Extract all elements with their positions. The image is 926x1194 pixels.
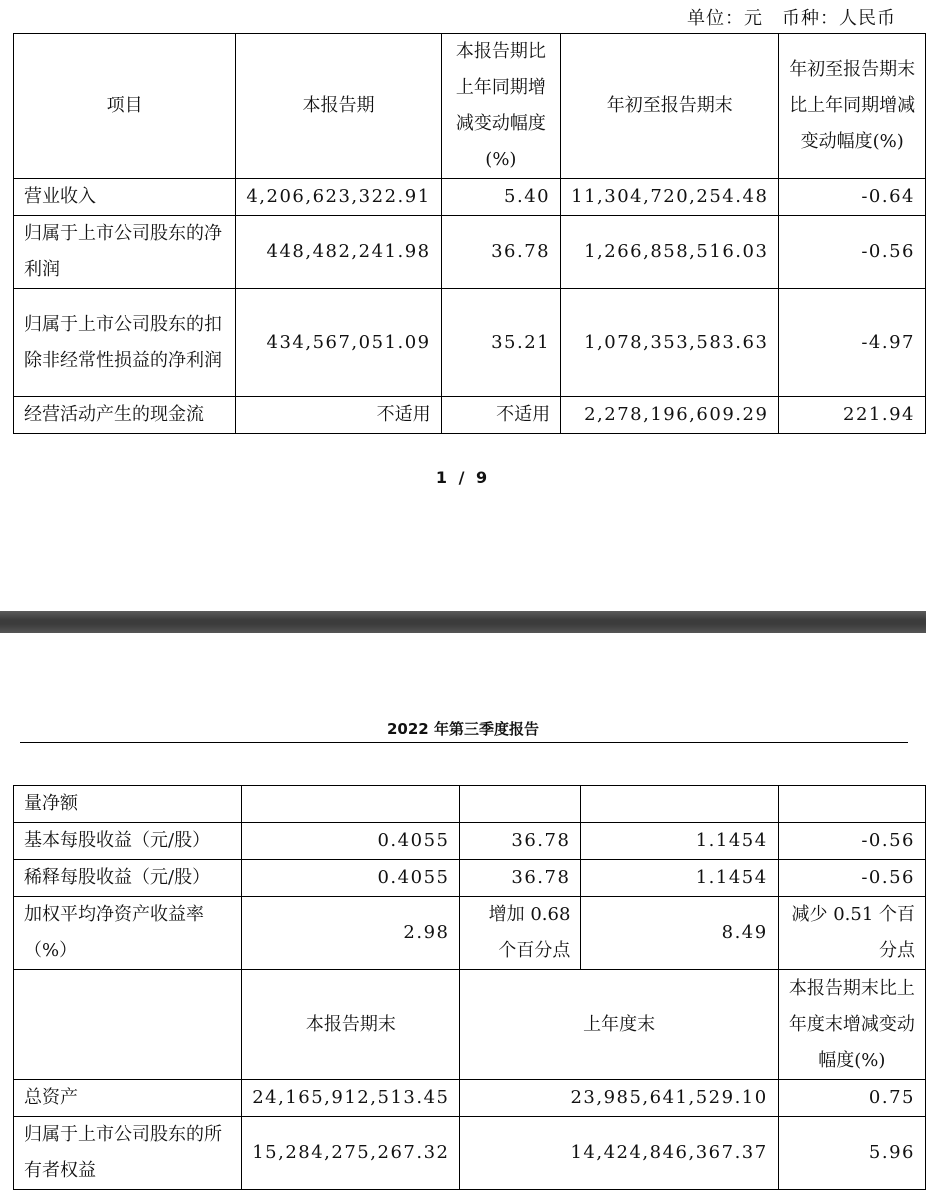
table-row: [14, 216, 926, 289]
cell-ytd: 1.1454: [581, 823, 778, 860]
cell-ytd: [581, 786, 778, 823]
header-period-end: 本报告期末: [242, 970, 460, 1080]
row-item: 基本每股收益（元/股）: [14, 823, 242, 860]
row-item: 总资产: [14, 1080, 242, 1117]
header-balance-change: 本报告期末比上年度末增减变动幅度(%): [778, 970, 925, 1080]
cell-balance-change: 0.75: [778, 1080, 925, 1117]
row-item: 稀释每股收益（元/股）: [14, 860, 242, 897]
row-item: 加权平均净资产收益率（%）: [14, 897, 242, 970]
table-header-row: [14, 34, 926, 179]
table-row: [14, 897, 926, 970]
cell-current-change: 36.78: [460, 823, 581, 860]
unit-currency-note: 单位：元 币种：人民币: [687, 8, 896, 29]
cell-prior-year-end: 23,985,641,529.10: [460, 1080, 778, 1117]
key-financials-table-continued: [13, 785, 926, 1190]
cell-ytd-change: 221.94: [779, 397, 926, 434]
table-row: [14, 1117, 926, 1190]
row-item: 量净额: [14, 786, 242, 823]
cell-current: 4,206,623,322.91: [236, 179, 441, 216]
cell-prior-year-end: 14,424,846,367.37: [460, 1117, 778, 1190]
cell-current: 0.4055: [242, 823, 460, 860]
row-item: 营业收入: [14, 179, 236, 216]
cell-ytd-change: -4.97: [779, 289, 926, 397]
table-row: [14, 860, 926, 897]
header-current-change: 本报告期比上年同期增减变动幅度(%): [441, 34, 560, 179]
cell-current-change: [460, 786, 581, 823]
header-current-period: 本报告期: [236, 34, 441, 179]
cell-current: 0.4055: [242, 860, 460, 897]
header-ytd: 年初至报告期末: [561, 34, 779, 179]
header-ytd-change: 年初至报告期末比上年同期增减变动幅度(%): [779, 34, 926, 179]
cell-period-end: 15,284,275,267.32: [242, 1117, 460, 1190]
cell-ytd: 11,304,720,254.48: [561, 179, 779, 216]
key-financials-table: [13, 33, 926, 434]
cell-ytd: 1,266,858,516.03: [561, 216, 779, 289]
cell-ytd-change: -0.56: [779, 216, 926, 289]
row-item: 归属于上市公司股东的净利润: [14, 216, 236, 289]
cell-ytd-change: [778, 786, 925, 823]
table-row: [14, 823, 926, 860]
header-item: 项目: [14, 34, 236, 179]
cell-current-change: 36.78: [460, 860, 581, 897]
cell-ytd: 8.49: [581, 897, 778, 970]
cell-current-change: 5.40: [441, 179, 560, 216]
cell-ytd-change: -0.56: [778, 860, 925, 897]
table-row: [14, 179, 926, 216]
cell-current: 448,482,241.98: [236, 216, 441, 289]
report-title: 2022 年第三季度报告: [387, 720, 539, 738]
cell-ytd-change: -0.64: [779, 179, 926, 216]
table-row: [14, 786, 926, 823]
row-item: 归属于上市公司股东的所有者权益: [14, 1117, 242, 1190]
cell-period-end: 24,165,912,513.45: [242, 1080, 460, 1117]
table-row: [14, 1080, 926, 1117]
cell-current: 不适用: [236, 397, 441, 434]
cell-ytd: 1,078,353,583.63: [561, 289, 779, 397]
cell-current-change: 35.21: [441, 289, 560, 397]
cell-balance-change: 5.96: [778, 1117, 925, 1190]
page-separator: [0, 611, 926, 633]
row-item: 经营活动产生的现金流: [14, 397, 236, 434]
cell-ytd: 2,278,196,609.29: [561, 397, 779, 434]
row-item: 归属于上市公司股东的扣除非经常性损益的净利润: [14, 289, 236, 397]
cell-current-change: 不适用: [441, 397, 560, 434]
cell-current: 434,567,051.09: [236, 289, 441, 397]
cell-ytd: 1.1454: [581, 860, 778, 897]
cell-current: 2.98: [242, 897, 460, 970]
balance-header-item: [14, 970, 242, 1080]
header-prior-year-end: 上年度末: [460, 970, 778, 1080]
header-rule: [20, 742, 908, 743]
table-row: [14, 289, 926, 397]
page-number: 1 / 9: [435, 468, 491, 487]
table-row: [14, 397, 926, 434]
cell-current: [242, 786, 460, 823]
balance-header-row: [14, 970, 926, 1080]
cell-ytd-change: -0.56: [778, 823, 925, 860]
cell-current-change: 36.78: [441, 216, 560, 289]
cell-ytd-change: 减少 0.51 个百分点: [778, 897, 925, 970]
cell-current-change: 增加 0.68 个百分点: [460, 897, 581, 970]
